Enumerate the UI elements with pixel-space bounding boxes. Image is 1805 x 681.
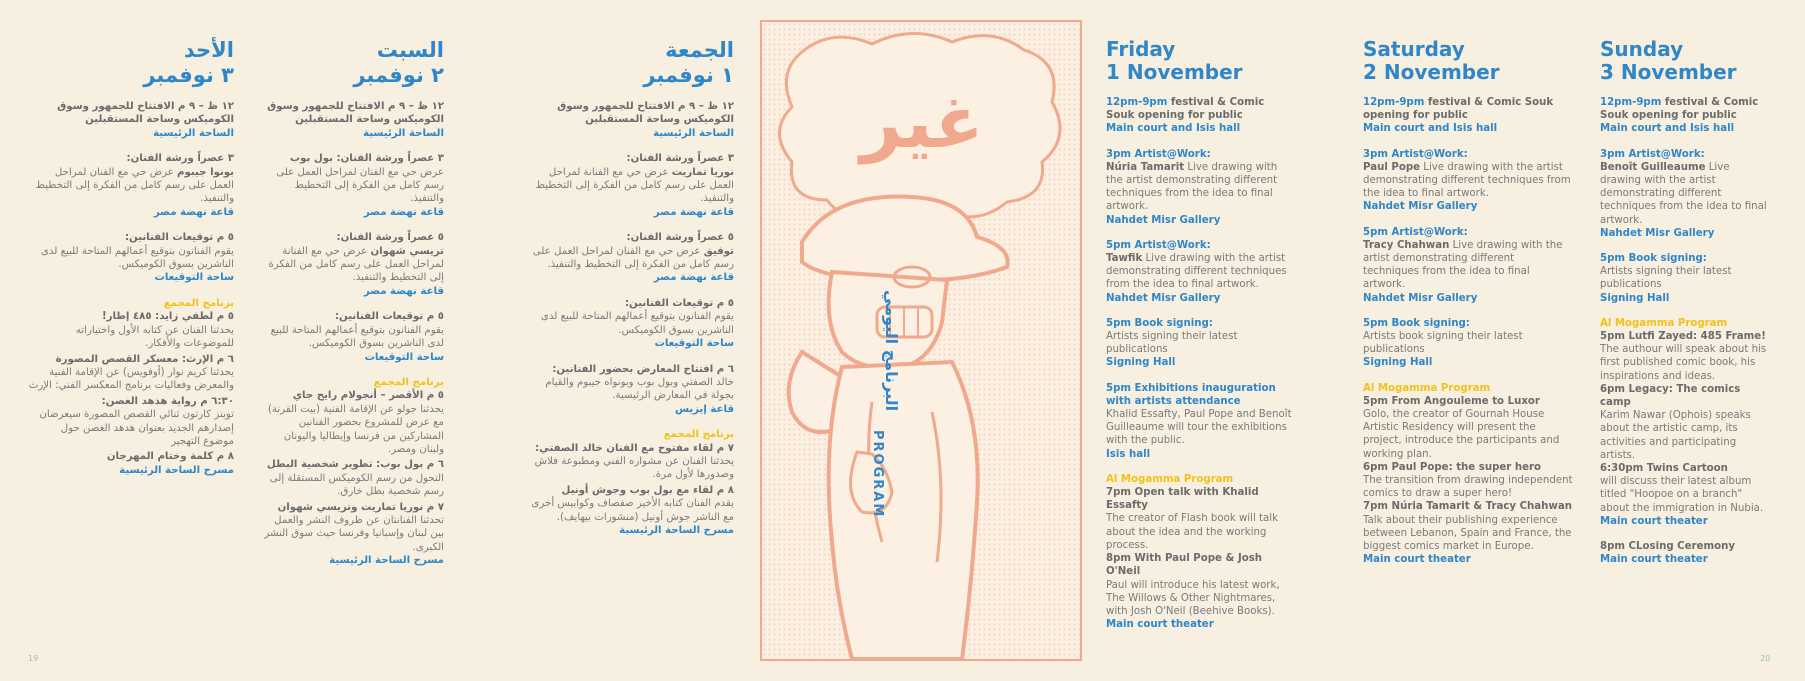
event-title: ١٢ ظ – ٩ م الافتتاح للجمهور وسوق الكوميكس وساحة المستقبلين	[267, 101, 444, 126]
section-event	[28, 353, 234, 393]
event-description: يقوم الفنانون بتوقيع أعمالهم المتاحة للبيع لدى الناشرين بسوق الكوميكس.	[40, 245, 234, 271]
section-heading: برنامج المجمع	[663, 429, 734, 441]
event-artist: Tawfik	[1106, 253, 1143, 265]
event-time: 12pm-9pm	[1106, 97, 1168, 108]
event-title: 6pm Paul Pope: the super hero	[1363, 461, 1542, 473]
event-venue: Nahdet Misr Gallery	[1363, 292, 1478, 304]
event-venue: الساحة الرئيسية	[653, 127, 734, 139]
event-description: will discuss their latest album titled "Hoopoe on a branch" about the immigration in Nubia.	[1600, 476, 1764, 514]
event-description: يقوم الفنانون بتوقيع أعمالهم المتاحة للبيع لدى الناشرين بسوق الكوميكس.	[540, 311, 734, 336]
event-description: يقدم الفنان كتابه الأخير صفصاف وكوابيس أخرى مع الناشر جوش أونيل (منشورات بيهايف).	[531, 498, 734, 523]
event-time: 5pm Exhibitions inauguration with artists attendance	[1106, 382, 1276, 407]
event-venue: Main court theater	[1600, 554, 1708, 566]
event-title: 5pm Lutfi Zayed: 485 Frame!	[1600, 331, 1766, 343]
section-event	[1600, 462, 1772, 528]
day-date: 3 November	[1600, 60, 1737, 84]
event-text	[1600, 252, 1772, 292]
section-event	[262, 458, 444, 498]
event-title: ٥ م توقيعات الفنانين:	[124, 232, 234, 244]
event-venue: الساحة الرئيسية	[363, 127, 444, 139]
event-venue: ساحة التوقيعات	[654, 338, 734, 350]
event-text	[28, 100, 234, 127]
vertical-program-label: PROGRAM	[870, 430, 885, 519]
section-event	[1106, 486, 1294, 552]
event-title: ٥ عصراً ورشة الفنان:	[626, 232, 734, 244]
event-venue: Main court theater	[1363, 554, 1471, 566]
event-text	[1363, 96, 1573, 122]
event-title: 8pm With Paul Pope & Josh O'Neil	[1106, 553, 1263, 578]
section-heading: Al Mogamma Program	[1106, 473, 1234, 485]
ar-column-saturday	[262, 38, 444, 578]
section-events	[1600, 330, 1772, 566]
event-text	[522, 363, 734, 403]
event-block	[262, 100, 444, 140]
event-text	[1106, 148, 1294, 214]
section-event	[522, 442, 734, 482]
event-description: Khalid Essafty, Paul Pope and Benoît Guilleaume will tour the exhibitions with the public.	[1106, 409, 1292, 447]
section-heading: Al Mogamma Program	[1363, 382, 1491, 394]
event-title: ٥ عصراً ورشة الفنان:	[336, 232, 444, 244]
event-description: عرض حي مع الفنان لمراحل العمل على رسم كامل من الفكرة إلى التخطيط والتنفيذ.	[276, 166, 444, 205]
section-event	[1106, 552, 1294, 631]
event-text	[262, 152, 444, 206]
event-time: 5pm Artist@Work:	[1106, 239, 1211, 251]
event-title: ١٢ ظ – ٩ م الافتتاح للجمهور وسوق الكوميكس وساحة المستقبلين	[57, 101, 234, 126]
event-venue: Nahdet Misr Gallery	[1106, 292, 1221, 304]
day-name: الجمعة	[665, 38, 734, 62]
event-venue: Signing Hall	[1363, 357, 1433, 369]
event-venue: Main court and Isis hall	[1106, 123, 1241, 135]
event-description: Live drawing with the artist demonstrating different techniques from the idea to final artwork.	[1363, 239, 1563, 291]
event-venue: قاعة نهضة مصر	[653, 272, 734, 284]
event-time: 5pm Book signing:	[1600, 253, 1707, 265]
event-venue: قاعة إيزيس	[674, 403, 734, 415]
event-title: ٦ م بول بوب: تطوير شخصية البطل	[266, 459, 444, 471]
event-description: Live drawing with the artist demonstrating different techniques from the idea to final artwork.	[1363, 161, 1571, 200]
event-text	[262, 231, 444, 285]
day-heading	[1106, 38, 1294, 84]
event-block	[1106, 239, 1294, 305]
event-title: ٣ عصراً ورشة الفنان:	[126, 153, 234, 165]
event-title: ٦ م افتتاح المعارض بحضور الفنانين:	[552, 363, 734, 375]
event-text	[1363, 226, 1573, 292]
event-block	[1363, 96, 1573, 136]
section-event	[1363, 461, 1573, 501]
event-title: ٧ م لقاء مفتوح مع الفنان خالد الصفتي:	[535, 442, 734, 454]
event-block	[522, 231, 734, 285]
event-time: 12pm-9pm	[1600, 97, 1662, 108]
event-text	[1106, 382, 1294, 448]
event-description: Paul will introduce his latest work, The Willows & Other Nightmares, with Josh O'Neil (Beehive Books).	[1106, 579, 1280, 617]
ar-column-friday	[522, 38, 734, 547]
event-description: توينز كارتون ثنائي القصص المصورة سيعرضان إصدارهم الجديد بعنوان هدهد الغصن حول موضوع التهجير	[39, 409, 234, 447]
event-description: The authour will speak about his first published comic book, his inspirations and ideas.	[1600, 344, 1767, 382]
event-title: ١٢ ظ – ٩ م الافتتاح للجمهور وسوق الكوميكس وساحة المستقبلين	[557, 101, 734, 126]
event-description: Golo, the creator of Gournah House Artistic Residency will present the project, introduce the participants and working plan.	[1363, 409, 1560, 460]
day-date: ٢ نوفمبر	[353, 63, 444, 87]
day-date: ٣ نوفمبر	[143, 63, 234, 87]
day-date: 1 November	[1106, 60, 1243, 84]
section-heading: برنامج المجمع	[373, 376, 444, 388]
day-name: Friday	[1106, 37, 1176, 61]
event-title: ٣ عصراً ورشة الفنان: بول بوب	[289, 153, 444, 165]
event-description: Live drawing with the artist demonstrating different techniques from the idea to final artwork.	[1600, 161, 1767, 226]
event-description: Talk about their publishing experience between Lebanon, Spain and France, the biggest comics market in Europe.	[1363, 514, 1572, 553]
section-event	[522, 484, 734, 538]
event-venue: Main court theater	[1106, 619, 1214, 631]
event-venue: Nahdet Misr Gallery	[1363, 201, 1478, 213]
event-venue: الساحة الرئيسية	[153, 127, 234, 139]
event-venue: قاعة نهضة مصر	[153, 206, 234, 218]
day-heading	[522, 38, 734, 88]
event-block	[1363, 148, 1573, 214]
event-text	[522, 152, 734, 206]
event-venue: قاعة نهضة مصر	[363, 206, 444, 218]
event-text	[1106, 239, 1294, 292]
event-description: يحدثنا جولو عن الإقامة الفنية (بيت القرنة) مع عرض للمشروع بحضور الفنانين المشاركين من فرنسا وإيطاليا واليونان ولبنان ومصر.	[267, 403, 444, 455]
event-text	[522, 297, 734, 337]
event-artist: تريسي شهوان	[370, 245, 444, 257]
event-title: 5pm From Angouleme to Luxor	[1363, 395, 1540, 407]
event-description: عرض حي مع الفنان لمراحل العمل على رسم كامل من الفكرة إلى التخطيط والتنفيذ.	[532, 245, 734, 271]
event-text	[1363, 317, 1573, 357]
page-number-right: 20	[1760, 654, 1771, 663]
event-artist: Tracy Chahwan	[1363, 239, 1450, 251]
event-description: تحدثنا الفنانتان عن ظروف النشر والعمل بين لبنان وإسبانيا وفرنسا حيث سوق النشر الكبرى.	[264, 514, 444, 553]
event-block	[28, 231, 234, 285]
day-name: Sunday	[1600, 37, 1684, 61]
page-number-left: 19	[28, 654, 39, 663]
event-description: يحدثنا الفنان عن مشواره الفني ومطبوعة فلاش وصدورها لأول مرة.	[534, 455, 734, 481]
event-description: Artists signing their latest publications	[1600, 266, 1732, 291]
section-events	[1106, 486, 1294, 631]
event-description: يقوم الفنانون بتوقيع أعمالهم المتاحة للبيع لدى الناشرين بسوق الكوميكس.	[270, 324, 444, 350]
comic-artwork-panel	[760, 20, 1082, 661]
section-events	[1363, 395, 1573, 567]
section-event	[28, 395, 234, 449]
section-event	[1363, 500, 1573, 566]
event-block	[1600, 252, 1772, 305]
event-time: 12pm-9pm	[1363, 97, 1425, 108]
section-event	[1600, 540, 1772, 566]
event-venue: ساحة التوقيعات	[364, 351, 444, 363]
event-artist: Benoît Guilleaume	[1600, 161, 1706, 173]
event-venue: Main court and Isis hall	[1600, 123, 1735, 135]
event-block	[1600, 96, 1772, 136]
event-title: ٥ م الأقصر – أنجولام رايح جاي	[292, 390, 444, 402]
event-description: يحدثنا كريم نوار (أوفويس) عن الإقامة الفنية والمعرض وفعاليات برنامج المعكسر الفني: الإرث	[28, 366, 234, 392]
section-event	[1600, 383, 1772, 462]
event-block	[1106, 382, 1294, 461]
section-event	[28, 310, 234, 350]
event-venue: Signing Hall	[1106, 357, 1176, 369]
event-title: ٥ م لطفي زايد: ٤٨٥ إطار!	[101, 311, 234, 323]
en-column-friday	[1106, 38, 1294, 643]
event-block	[522, 297, 734, 351]
event-description: Artists book signing their latest publications	[1363, 331, 1523, 356]
event-block	[28, 100, 234, 140]
event-title: ٦:٣٠ م رواية هدهد الغصن:	[101, 395, 234, 407]
event-venue: Main court and Isis hall	[1363, 123, 1498, 135]
day-name: Saturday	[1363, 37, 1465, 61]
event-block	[1363, 317, 1573, 370]
event-description: التحول من رسم الكوميكس المستقلة إلى رسم شخصية بطل خارق.	[269, 472, 444, 498]
event-venue: قاعة نهضة مصر	[653, 206, 734, 218]
en-column-sunday	[1600, 38, 1772, 579]
event-text	[262, 100, 444, 127]
event-block	[522, 100, 734, 140]
event-title: ٦ م الإرث: معسكر القصص المصورة	[55, 353, 234, 365]
event-time: 5pm Book signing:	[1363, 317, 1470, 329]
comic-character-illustration	[762, 22, 1080, 659]
event-description: عرض حي مع الفنانة لمراحل العمل على رسم كامل من الفكرة إلى التخطيط والتنفيذ.	[268, 245, 444, 284]
day-date: 2 November	[1363, 60, 1500, 84]
day-heading	[1363, 38, 1573, 84]
section-event	[262, 501, 444, 568]
event-block	[1106, 317, 1294, 370]
event-description: Live drawing with the artist demonstrating different techniques from the idea to final artwork.	[1106, 253, 1287, 291]
event-block	[522, 363, 734, 417]
day-name: السبت	[376, 38, 444, 62]
event-description: يحدثنا الفنان عن كتابه الأول واختياراته للموضوعات والأفكار.	[75, 324, 234, 350]
event-venue: مسرح الساحة الرئيسية	[119, 464, 234, 476]
event-title: festival & Comic Souk opening for public	[1106, 97, 1265, 122]
event-time: 5pm Artist@Work:	[1363, 226, 1468, 238]
event-title: 6pm Legacy: The comics camp	[1600, 383, 1741, 409]
event-venue: Main court theater	[1600, 515, 1708, 527]
event-title: 7pm Open talk with Khalid Essafty	[1106, 487, 1259, 512]
event-text	[1600, 148, 1772, 227]
event-title: 8pm CLosing Ceremony	[1600, 541, 1735, 553]
event-block	[1600, 148, 1772, 240]
event-block	[262, 152, 444, 219]
section-heading: برنامج المجمع	[163, 297, 234, 309]
event-block	[522, 152, 734, 219]
section-event	[1363, 395, 1573, 461]
event-title: ٨ م كلمة وختام المهرجان	[106, 451, 234, 463]
event-description: Karim Nawar (Ophois) speaks about the artistic camp, its activities and participating artists.	[1600, 410, 1751, 461]
event-time: 3pm Artist@Work:	[1106, 148, 1211, 160]
event-text	[28, 231, 234, 271]
day-heading	[262, 38, 444, 88]
event-text	[1600, 96, 1772, 122]
section-event	[28, 450, 234, 477]
event-venue: قاعة نهضة مصر	[363, 285, 444, 297]
event-text	[262, 310, 444, 350]
event-artist: توفيق	[703, 245, 734, 257]
event-text	[522, 100, 734, 127]
event-time: 3pm Artist@Work:	[1600, 148, 1705, 160]
event-text	[1106, 317, 1294, 357]
logo-text: غير	[860, 80, 984, 164]
event-block	[1106, 96, 1294, 136]
event-venue: Nahdet Misr Gallery	[1600, 227, 1715, 239]
event-title: festival & Comic Souk opening for public	[1363, 97, 1554, 122]
event-description: The transition from drawing independent comics to draw a super hero!	[1363, 475, 1573, 500]
day-date: ١ نوفمبر	[643, 63, 734, 87]
section-event	[262, 389, 444, 456]
event-venue: Nahdet Misr Gallery	[1106, 214, 1221, 226]
event-venue: Isis hall	[1106, 448, 1151, 460]
event-artist: Paul Pope	[1363, 161, 1421, 173]
event-description: The creator of Flash book will talk about the idea and the working process.	[1106, 513, 1279, 551]
event-text	[1363, 148, 1573, 201]
event-description: خالد الصفتي وبول بوب وبونواه جيبوم والقيام بجولة في المعارض الرئيسية.	[545, 376, 734, 402]
section-event	[1600, 330, 1772, 383]
section-heading: Al Mogamma Program	[1600, 317, 1728, 329]
event-title: ٥ م توقيعات الفنانين:	[624, 297, 734, 309]
event-title: ٧ م نوريا تماريت وتريسي شهوان	[277, 501, 444, 513]
event-artist: بونوا جيبوم	[177, 166, 234, 178]
event-title: ٥ م توقيعات الفنانين:	[334, 311, 444, 323]
event-description: Artists signing their latest publications	[1106, 331, 1238, 356]
event-venue: مسرح الساحة الرئيسية	[619, 524, 734, 536]
event-time: 5pm Book signing:	[1106, 317, 1213, 329]
day-name: الأحد	[183, 38, 234, 62]
event-venue: Signing Hall	[1600, 292, 1670, 304]
event-venue: ساحة التوقيعات	[154, 272, 234, 284]
event-title: 7pm Núria Tamarit & Tracy Chahwan	[1363, 501, 1572, 513]
event-title: 6:30pm Twins Cartoon	[1600, 463, 1728, 475]
day-heading	[28, 38, 234, 88]
vertical-arabic-label: البرنامج اليومي	[882, 290, 901, 412]
event-description: عرض حي مع الفنانة لمراحل العمل على رسم كامل من الفكرة إلى التخطيط والتنفيذ.	[535, 166, 734, 205]
event-artist: Núria Tamarit	[1106, 161, 1185, 173]
event-venue: مسرح الساحة الرئيسية	[329, 555, 444, 567]
event-block	[1106, 148, 1294, 227]
event-title: festival & Comic Souk opening for public	[1600, 97, 1759, 122]
event-description: عرض حي مع الفنان لمراحل العمل على رسم كامل من الفكرة إلى التخطيط والتنفيذ.	[35, 166, 234, 205]
event-time: 3pm Artist@Work:	[1363, 148, 1468, 160]
event-text	[522, 231, 734, 271]
event-title: ٨ م لقاء مع بول بوب وجوش أونيل	[561, 484, 734, 496]
event-text	[1106, 96, 1294, 122]
en-column-saturday	[1363, 38, 1573, 579]
event-block	[1363, 226, 1573, 305]
event-block	[28, 152, 234, 219]
event-block	[262, 231, 444, 298]
event-artist: نوريا تماريت	[671, 166, 734, 178]
day-heading	[1600, 38, 1772, 84]
event-description: Live drawing with the artist demonstrating different techniques from the idea to final artwork.	[1106, 161, 1278, 213]
ar-column-sunday	[28, 38, 234, 487]
event-title: ٣ عصراً ورشة الفنان:	[626, 153, 734, 165]
event-text	[28, 152, 234, 206]
event-block	[262, 310, 444, 364]
